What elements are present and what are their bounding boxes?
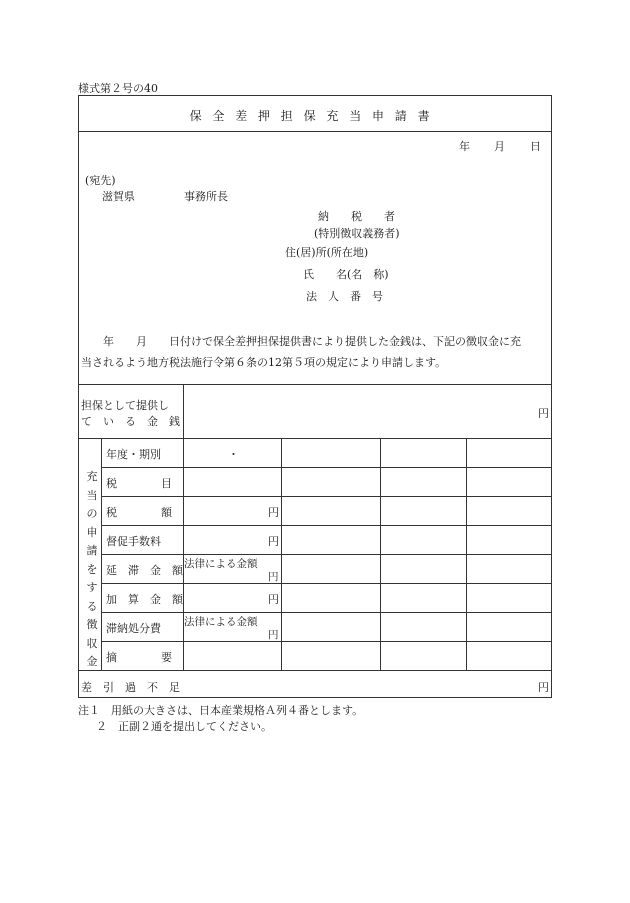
- row-tax-amount: 税 額: [106, 506, 172, 519]
- collateral-label-line-1: 担保として提供し: [81, 399, 169, 412]
- date-month: 月: [494, 140, 505, 153]
- divider: [101, 496, 552, 497]
- row-remarks: 摘 要: [106, 651, 172, 664]
- divider: [101, 554, 552, 555]
- row-fiscal-period: 年度・期別: [106, 448, 161, 461]
- addressee-label: (宛先): [85, 174, 116, 187]
- delinquency-yen: 円: [268, 571, 279, 583]
- address-label: 住(居)所(所在地): [285, 246, 369, 259]
- addressee-prefecture: 滋賀県: [102, 190, 135, 203]
- additional-tax-yen: 円: [268, 593, 279, 606]
- date-year: 年: [459, 140, 470, 153]
- form-title: [78, 107, 552, 124]
- divider: [101, 525, 552, 526]
- row-tax-item: 税 目: [106, 477, 172, 490]
- divider: [101, 467, 552, 468]
- divider: [466, 438, 467, 670]
- divider: [281, 438, 282, 670]
- corporate-number-label: 法 人 番 号: [306, 290, 383, 303]
- row-delinquency-charge: 延 滞 金 額: [106, 564, 183, 577]
- demand-fee-yen: 円: [268, 535, 279, 548]
- collateral-label-line-2: て い る 金 銭: [81, 415, 180, 428]
- note-2: ２ 正副２通を提出してください。: [96, 720, 272, 733]
- statement-line-1: 年 月 日付けで保全差押担保提供書により提供した金銭は、下記の徴収金に充: [103, 335, 521, 348]
- form-title-text: 保全差押担保充当申請書: [189, 109, 441, 123]
- taxpayer-label: 納 税 者: [318, 210, 395, 223]
- disposition-yen: 円: [268, 629, 279, 641]
- divider: [380, 438, 381, 670]
- divider: [78, 438, 552, 439]
- balance-label: 差 引 過 不 足: [81, 681, 180, 694]
- divider: [101, 612, 552, 613]
- disposition-law-amount: 法律による金額: [184, 616, 258, 628]
- special-collector-label: (特別徴収義務者): [314, 227, 400, 240]
- divider: [78, 131, 552, 132]
- collateral-yen: 円: [538, 407, 549, 420]
- appropriation-group-label: 充当の申請をする徴収金: [86, 470, 98, 668]
- row-demand-fee: 督促手数料: [106, 535, 161, 548]
- addressee-office: 事務所長: [184, 190, 228, 203]
- date-day: 日: [530, 140, 541, 153]
- divider: [101, 583, 552, 584]
- divider: [78, 670, 552, 671]
- fiscal-period-dot: ・: [228, 448, 239, 461]
- note-1: 注１ 用紙の大きさは、日本産業規格Ａ列４番とします。: [78, 704, 364, 717]
- delinquency-law-amount: 法律による金額: [184, 558, 258, 570]
- name-label: 氏 名(名 称): [303, 268, 389, 281]
- row-disposition-cost: 滞納処分費: [106, 622, 161, 635]
- tax-amount-yen: 円: [268, 506, 279, 519]
- divider: [101, 641, 552, 642]
- form-number: 様式第２号の40: [78, 82, 158, 95]
- statement-line-2: 当されるよう地方税法施行令第６条の12第５項の規定により申請します。: [81, 356, 447, 369]
- divider: [78, 384, 552, 385]
- divider: [101, 438, 102, 670]
- balance-yen: 円: [538, 681, 549, 694]
- row-additional-tax: 加 算 金 額: [106, 593, 183, 606]
